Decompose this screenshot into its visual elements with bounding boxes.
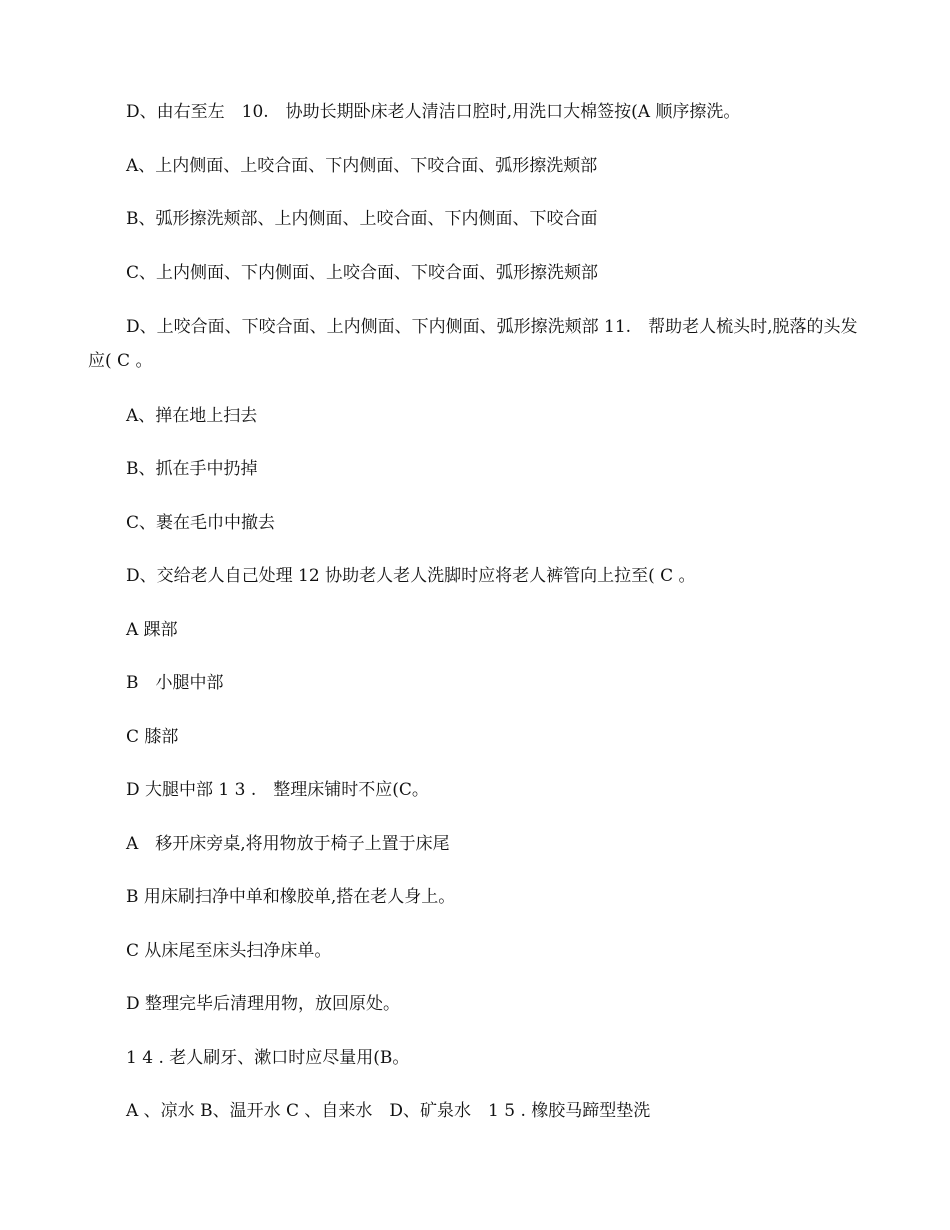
question-10-line: D、由右至左 10. 协助长期卧床老人清洁口腔时,用洗口大棉签按(A 顺序擦洗。 [126, 102, 741, 122]
option-b-line: B、弧形擦洗颊部、上内侧面、上咬合面、下内侧面、下咬合面 [126, 209, 598, 229]
question-13-line: D 大腿中部 1 3 . 整理床铺时不应(C。 [126, 780, 429, 800]
option-a-line: A 踝部 [126, 620, 178, 640]
option-c-line: C、裹在毛巾中撤去 [126, 513, 276, 533]
option-a-line: A 移开床旁桌,将用物放于椅子上置于床尾 [126, 834, 450, 854]
option-d-line: D 整理完毕后清理用物，放回原处。 [126, 994, 401, 1014]
option-a-line: A、上内侧面、上咬合面、下内侧面、下咬合面、弧形擦洗颊部 [126, 156, 598, 176]
question-14-options-line: A 、凉水 B、温开水 C 、自来水 D、矿泉水 1 5 . 橡胶马蹄型垫洗 [126, 1101, 651, 1121]
question-14-line: 1 4 . 老人刷牙、漱口时应尽量用(B。 [126, 1048, 410, 1068]
option-c-line: C 从床尾至床头扫净床单。 [126, 941, 332, 961]
option-b-line: B 用床刷扫净中单和橡胶单,搭在老人身上。 [126, 887, 456, 907]
option-c-line: C、上内侧面、下内侧面、上咬合面、下咬合面、弧形擦洗颊部 [126, 263, 599, 283]
option-a-line: A、掸在地上扫去 [126, 406, 258, 426]
question-12-line: D、交给老人自己处理 12 协助老人老人洗脚时应将老人裤管向上拉至( C 。 [126, 566, 696, 586]
option-b-line: B 小腿中部 [126, 673, 224, 693]
option-c-line: C 膝部 [126, 727, 179, 747]
question-11-paragraph: D、上咬合面、下咬合面、上内侧面、下内侧面、弧形擦洗颊部 11. 帮助老人梳头时,脱落的头发应( C 。 [88, 317, 858, 371]
option-b-line: B、抓在手中扔掉 [126, 459, 258, 479]
